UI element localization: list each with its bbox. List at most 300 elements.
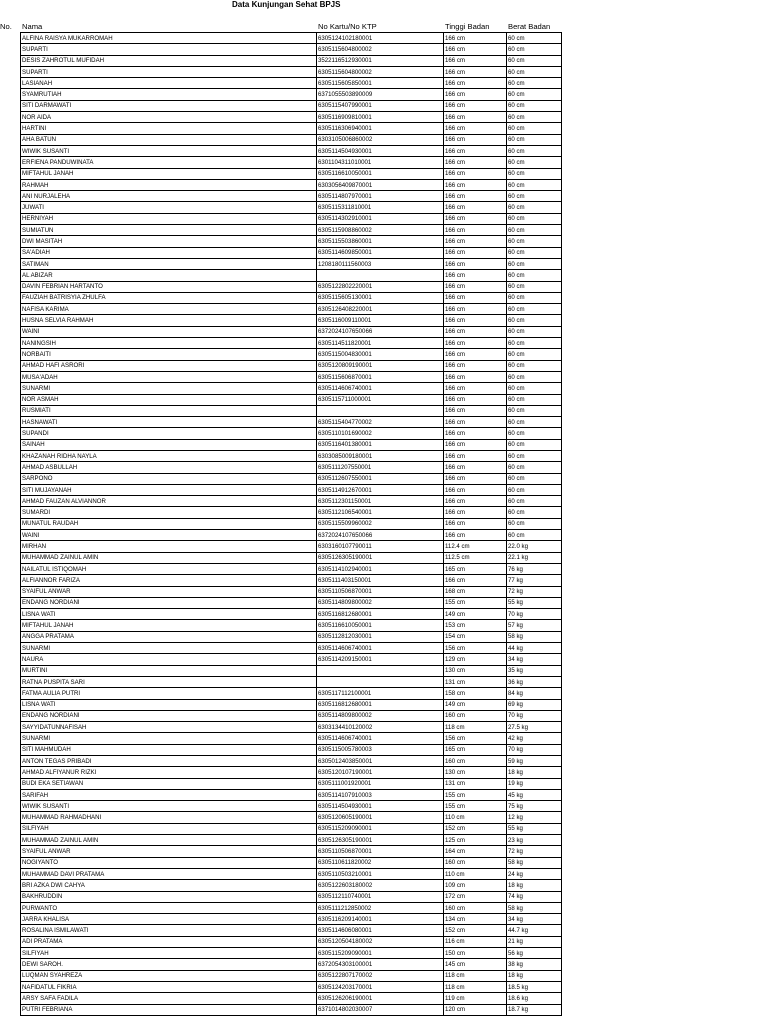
height-cell: 166 cm xyxy=(444,315,507,326)
name-cell: NANINGSIH xyxy=(21,338,317,349)
card-number-cell: 6305114302910001 xyxy=(317,213,444,224)
card-number-cell: 6305122802220001 xyxy=(317,281,444,292)
name-cell: NAURA xyxy=(21,654,317,665)
name-cell: DESIS ZAHROTUL MUFIDAH xyxy=(21,55,317,66)
name-cell: SITI MAHMUDAH xyxy=(21,744,317,755)
height-cell: 166 cm xyxy=(444,55,507,66)
name-cell: PUTRI FEBRIANA xyxy=(21,1004,317,1015)
name-cell: ANTON TEGAS PRIBADI xyxy=(21,756,317,767)
weight-cell: 60 cm xyxy=(507,202,562,213)
weight-cell: 60 cm xyxy=(507,371,562,382)
card-number-cell: 6305122807170002 xyxy=(317,970,444,981)
weight-cell: 60 cm xyxy=(507,292,562,303)
height-cell: 130 cm xyxy=(444,767,507,778)
height-cell: 129 cm xyxy=(444,654,507,665)
height-cell: 110 cm xyxy=(444,812,507,823)
card-number-cell: 6305115209090001 xyxy=(317,823,444,834)
height-cell: 166 cm xyxy=(444,44,507,55)
table-row xyxy=(21,315,562,326)
height-cell: 166 cm xyxy=(444,383,507,394)
visit-data-table xyxy=(20,32,562,1016)
weight-cell: 59 kg xyxy=(507,756,562,767)
weight-cell: 58 kg xyxy=(507,902,562,913)
header-tinggi-badan: Tinggi Badan xyxy=(445,22,490,31)
height-cell: 120 cm xyxy=(444,1004,507,1015)
table-row xyxy=(21,665,562,676)
weight-cell: 60 cm xyxy=(507,225,562,236)
table-row xyxy=(21,586,562,597)
table-row xyxy=(21,66,562,77)
name-cell: SAINAH xyxy=(21,439,317,450)
table-row xyxy=(21,450,562,461)
height-cell: 152 cm xyxy=(444,823,507,834)
name-cell: BAKHRUDDIN xyxy=(21,891,317,902)
table-row xyxy=(21,100,562,111)
table-row xyxy=(21,225,562,236)
name-cell: NAILATUL ISTIQOMAH xyxy=(21,563,317,574)
table-row xyxy=(21,496,562,507)
name-cell: SUPANDI xyxy=(21,428,317,439)
name-cell: MUHAMMAD DAVI PRATAMA xyxy=(21,868,317,879)
table-row xyxy=(21,383,562,394)
height-cell: 130 cm xyxy=(444,665,507,676)
weight-cell: 44 kg xyxy=(507,643,562,654)
weight-cell: 69 kg xyxy=(507,699,562,710)
height-cell: 134 cm xyxy=(444,914,507,925)
weight-cell: 60 cm xyxy=(507,417,562,428)
name-cell: SUNARMI xyxy=(21,643,317,654)
card-number-cell: 6305124203170001 xyxy=(317,981,444,992)
height-cell: 155 cm xyxy=(444,801,507,812)
table-row xyxy=(21,801,562,812)
height-cell: 160 cm xyxy=(444,857,507,868)
height-cell: 166 cm xyxy=(444,439,507,450)
table-row xyxy=(21,304,562,315)
height-cell: 154 cm xyxy=(444,631,507,642)
weight-cell: 60 cm xyxy=(507,462,562,473)
card-number-cell: 6305120504180002 xyxy=(317,936,444,947)
name-cell: WIWIK SUSANTI xyxy=(21,801,317,812)
table-row xyxy=(21,349,562,360)
name-cell: AHMAD HAFI ASRORI xyxy=(21,360,317,371)
height-cell: 131 cm xyxy=(444,778,507,789)
table-row xyxy=(21,880,562,891)
weight-cell: 60 cm xyxy=(507,168,562,179)
weight-cell: 21 kg xyxy=(507,936,562,947)
table-row xyxy=(21,394,562,405)
height-cell: 166 cm xyxy=(444,213,507,224)
card-number-cell: 6305114504930001 xyxy=(317,801,444,812)
weight-cell: 70 kg xyxy=(507,744,562,755)
height-cell: 166 cm xyxy=(444,258,507,269)
name-cell: AHA BATUN xyxy=(21,134,317,145)
table-row xyxy=(21,620,562,631)
height-cell: 166 cm xyxy=(444,281,507,292)
height-cell: 153 cm xyxy=(444,620,507,631)
table-row xyxy=(21,292,562,303)
card-number-cell: 6305110503210001 xyxy=(317,868,444,879)
weight-cell: 58 kg xyxy=(507,857,562,868)
table-row xyxy=(21,925,562,936)
table-row xyxy=(21,78,562,89)
card-number-cell: 6305114511820001 xyxy=(317,338,444,349)
height-cell: 166 cm xyxy=(444,225,507,236)
table-row xyxy=(21,213,562,224)
height-cell: 110 cm xyxy=(444,868,507,879)
weight-cell: 60 cm xyxy=(507,213,562,224)
height-cell: 168 cm xyxy=(444,586,507,597)
height-cell: 166 cm xyxy=(444,575,507,586)
weight-cell: 60 cm xyxy=(507,349,562,360)
height-cell: 166 cm xyxy=(444,371,507,382)
table-row xyxy=(21,643,562,654)
height-cell: 166 cm xyxy=(444,405,507,416)
height-cell: 156 cm xyxy=(444,643,507,654)
table-row xyxy=(21,417,562,428)
table-row xyxy=(21,981,562,992)
table-row xyxy=(21,812,562,823)
height-cell: 112.4 cm xyxy=(444,541,507,552)
height-cell: 166 cm xyxy=(444,530,507,541)
card-number-cell: 6371014802030007 xyxy=(317,1004,444,1015)
column-header-row xyxy=(0,21,768,32)
height-cell: 166 cm xyxy=(444,157,507,168)
height-cell: 112.5 cm xyxy=(444,552,507,563)
name-cell: NAFISA KARIMA xyxy=(21,304,317,315)
name-cell: JARRA KHALISA xyxy=(21,914,317,925)
name-cell: JUWATI xyxy=(21,202,317,213)
height-cell: 166 cm xyxy=(444,168,507,179)
weight-cell: 60 cm xyxy=(507,33,562,44)
name-cell: MUHAMMAD ZAINUL AMIN xyxy=(21,552,317,563)
weight-cell: 60 cm xyxy=(507,55,562,66)
card-number-cell xyxy=(317,270,444,281)
name-cell: DWI MASITAH xyxy=(21,236,317,247)
height-cell: 160 cm xyxy=(444,756,507,767)
table-row xyxy=(21,552,562,563)
weight-cell: 76 kg xyxy=(507,563,562,574)
name-cell: ANGGA PRATAMA xyxy=(21,631,317,642)
weight-cell: 75 kg xyxy=(507,801,562,812)
weight-cell: 60 cm xyxy=(507,394,562,405)
card-number-cell: 6305116812680001 xyxy=(317,699,444,710)
table-row xyxy=(21,270,562,281)
card-number-cell: 6305115605130001 xyxy=(317,292,444,303)
card-number-cell: 6305110101690002 xyxy=(317,428,444,439)
table-row xyxy=(21,191,562,202)
name-cell: SITI MUJAYANAH xyxy=(21,484,317,495)
weight-cell: 45 kg xyxy=(507,789,562,800)
weight-cell: 18.7 kg xyxy=(507,1004,562,1015)
weight-cell: 57 kg xyxy=(507,620,562,631)
weight-cell: 60 cm xyxy=(507,179,562,190)
name-cell: WAINI xyxy=(21,530,317,541)
weight-cell: 27.5 kg xyxy=(507,722,562,733)
weight-cell: 60 cm xyxy=(507,145,562,156)
name-cell: RATNA PUSPITA SARI xyxy=(21,676,317,687)
name-cell: SUMARDI xyxy=(21,507,317,518)
card-number-cell: 6305111212850002 xyxy=(317,902,444,913)
name-cell: MUNATUL RAUDAH xyxy=(21,518,317,529)
card-number-cell: 6303160107790011 xyxy=(317,541,444,552)
table-row xyxy=(21,247,562,258)
table-row xyxy=(21,371,562,382)
table-row xyxy=(21,835,562,846)
table-row xyxy=(21,55,562,66)
weight-cell: 77 kg xyxy=(507,575,562,586)
card-number-cell: 6305111207550001 xyxy=(317,462,444,473)
height-cell: 158 cm xyxy=(444,688,507,699)
table-row xyxy=(21,157,562,168)
card-number-cell: 6305116306940001 xyxy=(317,123,444,134)
weight-cell: 60 cm xyxy=(507,157,562,168)
name-cell: DAVIN FEBRIAN HARTANTO xyxy=(21,281,317,292)
name-cell: HARTINI xyxy=(21,123,317,134)
weight-cell: 60 cm xyxy=(507,236,562,247)
card-number-cell: 6305110506870001 xyxy=(317,586,444,597)
card-number-cell: 6305112110740001 xyxy=(317,891,444,902)
weight-cell: 60 cm xyxy=(507,66,562,77)
table-row xyxy=(21,145,562,156)
header-berat-badan: Berat Badan xyxy=(508,22,551,31)
height-cell: 166 cm xyxy=(444,304,507,315)
weight-cell: 60 cm xyxy=(507,78,562,89)
height-cell: 166 cm xyxy=(444,417,507,428)
card-number-cell: 3522116512930001 xyxy=(317,55,444,66)
card-number-cell: 6305126408220001 xyxy=(317,304,444,315)
name-cell: SATIMAN xyxy=(21,258,317,269)
card-number-cell: 6305112301150001 xyxy=(317,496,444,507)
name-cell: WAINI xyxy=(21,326,317,337)
name-cell: SUNARMI xyxy=(21,733,317,744)
height-cell: 166 cm xyxy=(444,134,507,145)
height-cell: 149 cm xyxy=(444,609,507,620)
weight-cell: 38 kg xyxy=(507,959,562,970)
table-row xyxy=(21,112,562,123)
name-cell: ERFIENA PANDUWINATA xyxy=(21,157,317,168)
height-cell: 150 cm xyxy=(444,948,507,959)
name-cell: NORBAITI xyxy=(21,349,317,360)
table-row xyxy=(21,902,562,913)
height-cell: 156 cm xyxy=(444,733,507,744)
name-cell: HASNAWATI xyxy=(21,417,317,428)
height-cell: 125 cm xyxy=(444,835,507,846)
name-cell: NOR AIDA xyxy=(21,112,317,123)
height-cell: 160 cm xyxy=(444,902,507,913)
table-row xyxy=(21,609,562,620)
name-cell: SUMIATUN xyxy=(21,225,317,236)
card-number-cell: 6305120107190001 xyxy=(317,767,444,778)
weight-cell: 19 kg xyxy=(507,778,562,789)
table-row xyxy=(21,654,562,665)
height-cell: 166 cm xyxy=(444,428,507,439)
height-cell: 166 cm xyxy=(444,292,507,303)
card-number-cell: 6305117112100001 xyxy=(317,688,444,699)
height-cell: 166 cm xyxy=(444,145,507,156)
table-row xyxy=(21,846,562,857)
height-cell: 166 cm xyxy=(444,33,507,44)
name-cell: SARIFAH xyxy=(21,789,317,800)
card-number-cell: 6305111403150001 xyxy=(317,575,444,586)
name-cell: SYAIFUL ANWAR xyxy=(21,846,317,857)
card-number-cell: 6305114809800002 xyxy=(317,710,444,721)
card-number-cell: 6303134410120002 xyxy=(317,722,444,733)
name-cell: SA'ADIAH xyxy=(21,247,317,258)
weight-cell: 60 cm xyxy=(507,428,562,439)
height-cell: 166 cm xyxy=(444,507,507,518)
height-cell: 118 cm xyxy=(444,722,507,733)
name-cell: KHAZANAH RIDHA NAYLA xyxy=(21,450,317,461)
name-cell: MIFTAHUL JANAH xyxy=(21,168,317,179)
name-cell: AL ABIZAR xyxy=(21,270,317,281)
weight-cell: 60 cm xyxy=(507,247,562,258)
name-cell: SAYYIDATUNNAFISAH xyxy=(21,722,317,733)
table-row xyxy=(21,428,562,439)
table-row xyxy=(21,484,562,495)
card-number-cell: 6305114606080001 xyxy=(317,925,444,936)
card-number-cell: 6305115407990001 xyxy=(317,100,444,111)
table-row xyxy=(21,857,562,868)
table-row xyxy=(21,405,562,416)
height-cell: 172 cm xyxy=(444,891,507,902)
header-no-kartu: No Kartu/No KTP xyxy=(318,22,377,31)
card-number-cell: 6305120605190001 xyxy=(317,812,444,823)
weight-cell: 60 cm xyxy=(507,507,562,518)
card-number-cell: 6305112812030001 xyxy=(317,631,444,642)
name-cell: SYAIFUL ANWAR xyxy=(21,586,317,597)
weight-cell: 60 cm xyxy=(507,326,562,337)
weight-cell: 18.6 kg xyxy=(507,993,562,1004)
table-row xyxy=(21,767,562,778)
table-row xyxy=(21,530,562,541)
weight-cell: 34 kg xyxy=(507,654,562,665)
weight-cell: 34 kg xyxy=(507,914,562,925)
weight-cell: 60 cm xyxy=(507,518,562,529)
card-number-cell: 6305116610050001 xyxy=(317,620,444,631)
weight-cell: 70 kg xyxy=(507,609,562,620)
height-cell: 166 cm xyxy=(444,394,507,405)
weight-cell: 56 kg xyxy=(507,948,562,959)
name-cell: SUNARMI xyxy=(21,383,317,394)
table-row xyxy=(21,89,562,100)
table-row xyxy=(21,676,562,687)
card-number-cell: 6305116009110001 xyxy=(317,315,444,326)
weight-cell: 35 kg xyxy=(507,665,562,676)
weight-cell: 22.0 kg xyxy=(507,541,562,552)
name-cell: SUPARTI xyxy=(21,66,317,77)
name-cell: LISNA WATI xyxy=(21,609,317,620)
card-number-cell: 6305112106540001 xyxy=(317,507,444,518)
table-row xyxy=(21,236,562,247)
height-cell: 149 cm xyxy=(444,699,507,710)
weight-cell: 60 cm xyxy=(507,473,562,484)
weight-cell: 18 kg xyxy=(507,880,562,891)
weight-cell: 60 cm xyxy=(507,360,562,371)
height-cell: 165 cm xyxy=(444,563,507,574)
height-cell: 166 cm xyxy=(444,496,507,507)
height-cell: 166 cm xyxy=(444,484,507,495)
card-number-cell: 6303085009180001 xyxy=(317,450,444,461)
height-cell: 166 cm xyxy=(444,100,507,111)
height-cell: 166 cm xyxy=(444,338,507,349)
name-cell: MUHAMMAD ZAINUL AMIN xyxy=(21,835,317,846)
weight-cell: 60 cm xyxy=(507,315,562,326)
name-cell: ARSY SAFA FADILA xyxy=(21,993,317,1004)
weight-cell: 60 cm xyxy=(507,281,562,292)
table-row xyxy=(21,733,562,744)
height-cell: 155 cm xyxy=(444,597,507,608)
table-row xyxy=(21,722,562,733)
card-number-cell: 6305126305190001 xyxy=(317,835,444,846)
header-nama: Nama xyxy=(22,22,43,31)
height-cell: 166 cm xyxy=(444,179,507,190)
card-number-cell: 6305116610050001 xyxy=(317,168,444,179)
card-number-cell: 6305112607550001 xyxy=(317,473,444,484)
table-row xyxy=(21,959,562,970)
table-row xyxy=(21,518,562,529)
card-number-cell: 6305116909810001 xyxy=(317,112,444,123)
name-cell: LASIANAH xyxy=(21,78,317,89)
height-cell: 119 cm xyxy=(444,993,507,1004)
table-row xyxy=(21,914,562,925)
card-number-cell: 6305115311810001 xyxy=(317,202,444,213)
table-row xyxy=(21,789,562,800)
card-number-cell: 6305115004830001 xyxy=(317,349,444,360)
height-cell: 118 cm xyxy=(444,970,507,981)
weight-cell: 36 kg xyxy=(507,676,562,687)
table-row xyxy=(21,44,562,55)
table-row xyxy=(21,123,562,134)
weight-cell: 60 cm xyxy=(507,405,562,416)
card-number-cell xyxy=(317,665,444,676)
name-cell: FATMA AULIA PUTRI xyxy=(21,688,317,699)
card-number-cell: 6305124102180001 xyxy=(317,33,444,44)
table-row xyxy=(21,631,562,642)
weight-cell: 60 cm xyxy=(507,112,562,123)
card-number-cell: 6305110611820002 xyxy=(317,857,444,868)
height-cell: 166 cm xyxy=(444,66,507,77)
weight-cell: 60 cm xyxy=(507,439,562,450)
weight-cell: 60 cm xyxy=(507,44,562,55)
card-number-cell: 6371055503890009 xyxy=(317,89,444,100)
card-number-cell: 6305114606740001 xyxy=(317,383,444,394)
card-number-cell: 6305115509960002 xyxy=(317,518,444,529)
name-cell: NAFIDATUL FIKRIA xyxy=(21,981,317,992)
name-cell: ANI NURJALEHA xyxy=(21,191,317,202)
table-row xyxy=(21,281,562,292)
table-row xyxy=(21,202,562,213)
weight-cell: 72 kg xyxy=(507,846,562,857)
table-row xyxy=(21,823,562,834)
card-number-cell: 6305012403850001 xyxy=(317,756,444,767)
table-row xyxy=(21,563,562,574)
name-cell: HUSNA SELVIA RAHMAH xyxy=(21,315,317,326)
table-row xyxy=(21,891,562,902)
weight-cell: 60 cm xyxy=(507,134,562,145)
table-row xyxy=(21,575,562,586)
table-row xyxy=(21,541,562,552)
table-row xyxy=(21,134,562,145)
card-number-cell: 6305115606870001 xyxy=(317,371,444,382)
card-number-cell: 6305110506870001 xyxy=(317,846,444,857)
name-cell: BRI AZKA DWI CAHYA xyxy=(21,880,317,891)
height-cell: 166 cm xyxy=(444,450,507,461)
card-number-cell: 6301104311010001 xyxy=(317,157,444,168)
height-cell: 166 cm xyxy=(444,236,507,247)
card-number-cell: 6303105006860002 xyxy=(317,134,444,145)
weight-cell: 60 cm xyxy=(507,496,562,507)
weight-cell: 60 cm xyxy=(507,100,562,111)
